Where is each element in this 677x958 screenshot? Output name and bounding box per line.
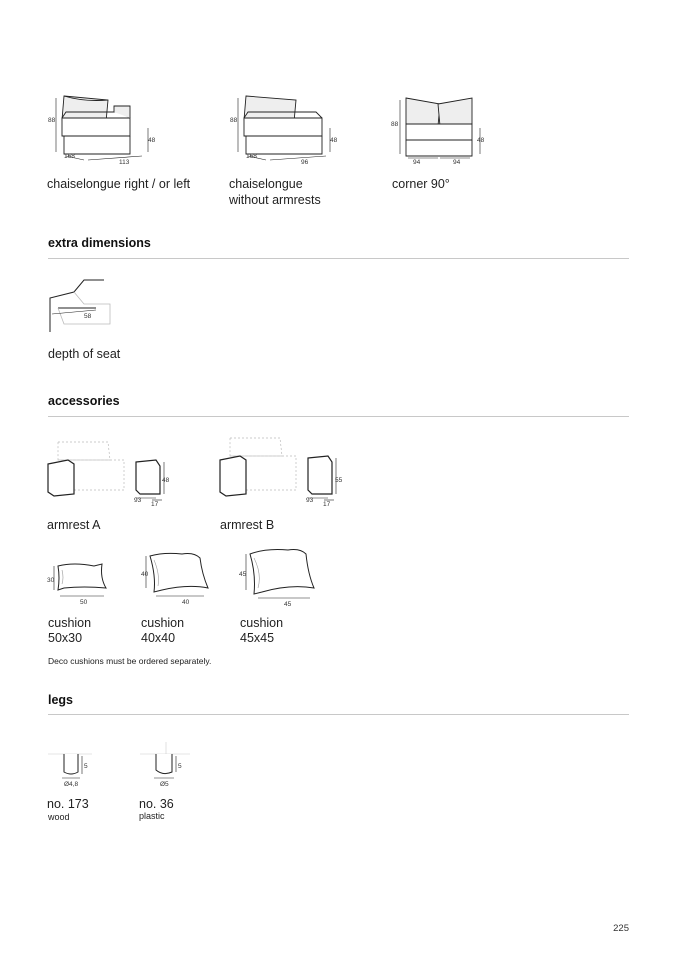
dim-label: 93 bbox=[134, 497, 142, 504]
dim-label: 88 bbox=[391, 121, 399, 128]
dim-label: Ø4,8 bbox=[64, 781, 79, 788]
dim-label: 168 bbox=[246, 153, 257, 160]
dim-label: 96 bbox=[301, 159, 309, 166]
armrest-a-drawing bbox=[44, 436, 184, 510]
dim-label: 17 bbox=[151, 501, 159, 508]
dim-label: 168 bbox=[64, 153, 75, 160]
cushion-caption: 40x40 bbox=[141, 631, 176, 645]
cushion-order-note: Deco cushions must be ordered separately. bbox=[48, 656, 212, 666]
dim-label: 40 bbox=[182, 599, 190, 606]
section-heading-legs: legs bbox=[48, 693, 74, 707]
model-caption: chaiselongue right / or left bbox=[47, 177, 191, 191]
leg-material: wood bbox=[48, 812, 70, 822]
cushion-40x40-drawing bbox=[138, 548, 218, 608]
chaiselongue-drawing bbox=[44, 92, 164, 168]
section-divider bbox=[48, 714, 629, 715]
model-caption: without armrests bbox=[229, 193, 321, 207]
extra-caption: depth of seat bbox=[48, 347, 121, 361]
dim-label: 88 bbox=[230, 117, 238, 124]
cushion-45x45-drawing bbox=[236, 544, 326, 610]
dim-label: 48 bbox=[330, 137, 338, 144]
dim-label: 5 bbox=[84, 763, 88, 770]
cushion-caption: cushion bbox=[141, 616, 185, 630]
dim-label: 48 bbox=[148, 137, 156, 144]
dim-label: 94 bbox=[413, 159, 421, 166]
dim-label: 88 bbox=[48, 117, 56, 124]
section-divider bbox=[48, 258, 629, 259]
leg-name: no. 173 bbox=[47, 797, 89, 811]
chaiselongue-no-armrests-drawing bbox=[226, 92, 346, 168]
leg-no-173-drawing bbox=[46, 746, 96, 790]
cushion-caption: cushion bbox=[48, 616, 92, 630]
dim-label: 5 bbox=[178, 763, 182, 770]
dim-label: 45 bbox=[239, 571, 247, 578]
cushion-50x30-drawing bbox=[44, 556, 124, 608]
model-caption: chaiselongue bbox=[229, 177, 303, 191]
armrest-caption: armrest B bbox=[220, 518, 275, 532]
dim-label: 93 bbox=[306, 497, 314, 504]
cushion-caption: cushion bbox=[240, 616, 284, 630]
dim-label: 40 bbox=[141, 571, 149, 578]
dim-label: 55 bbox=[335, 477, 343, 484]
model-caption: corner 90° bbox=[392, 177, 450, 191]
section-heading-extra-dimensions: extra dimensions bbox=[48, 236, 151, 250]
dim-label: 30 bbox=[47, 577, 55, 584]
dim-label: 94 bbox=[453, 159, 461, 166]
cushion-caption: 50x30 bbox=[48, 631, 83, 645]
dim-label: 48 bbox=[162, 477, 170, 484]
dim-label: 48 bbox=[477, 137, 485, 144]
dim-label: 17 bbox=[323, 501, 331, 508]
dim-label: 45 bbox=[284, 601, 292, 608]
seat-depth-drawing bbox=[44, 274, 114, 336]
dim-label: Ø5 bbox=[160, 781, 169, 788]
armrest-b-drawing bbox=[216, 436, 356, 510]
dim-label: 58 bbox=[84, 313, 92, 320]
section-divider bbox=[48, 416, 629, 417]
leg-no-36-drawing bbox=[138, 742, 194, 790]
armrest-caption: armrest A bbox=[47, 518, 101, 532]
dim-label: 50 bbox=[80, 599, 88, 606]
leg-name: no. 36 bbox=[139, 797, 174, 811]
leg-material: plastic bbox=[139, 811, 165, 821]
cushion-caption: 45x45 bbox=[240, 631, 275, 645]
section-heading-accessories: accessories bbox=[48, 394, 120, 408]
dim-label: 113 bbox=[119, 159, 130, 166]
page-number: 225 bbox=[613, 923, 629, 934]
corner-drawing bbox=[388, 92, 498, 168]
